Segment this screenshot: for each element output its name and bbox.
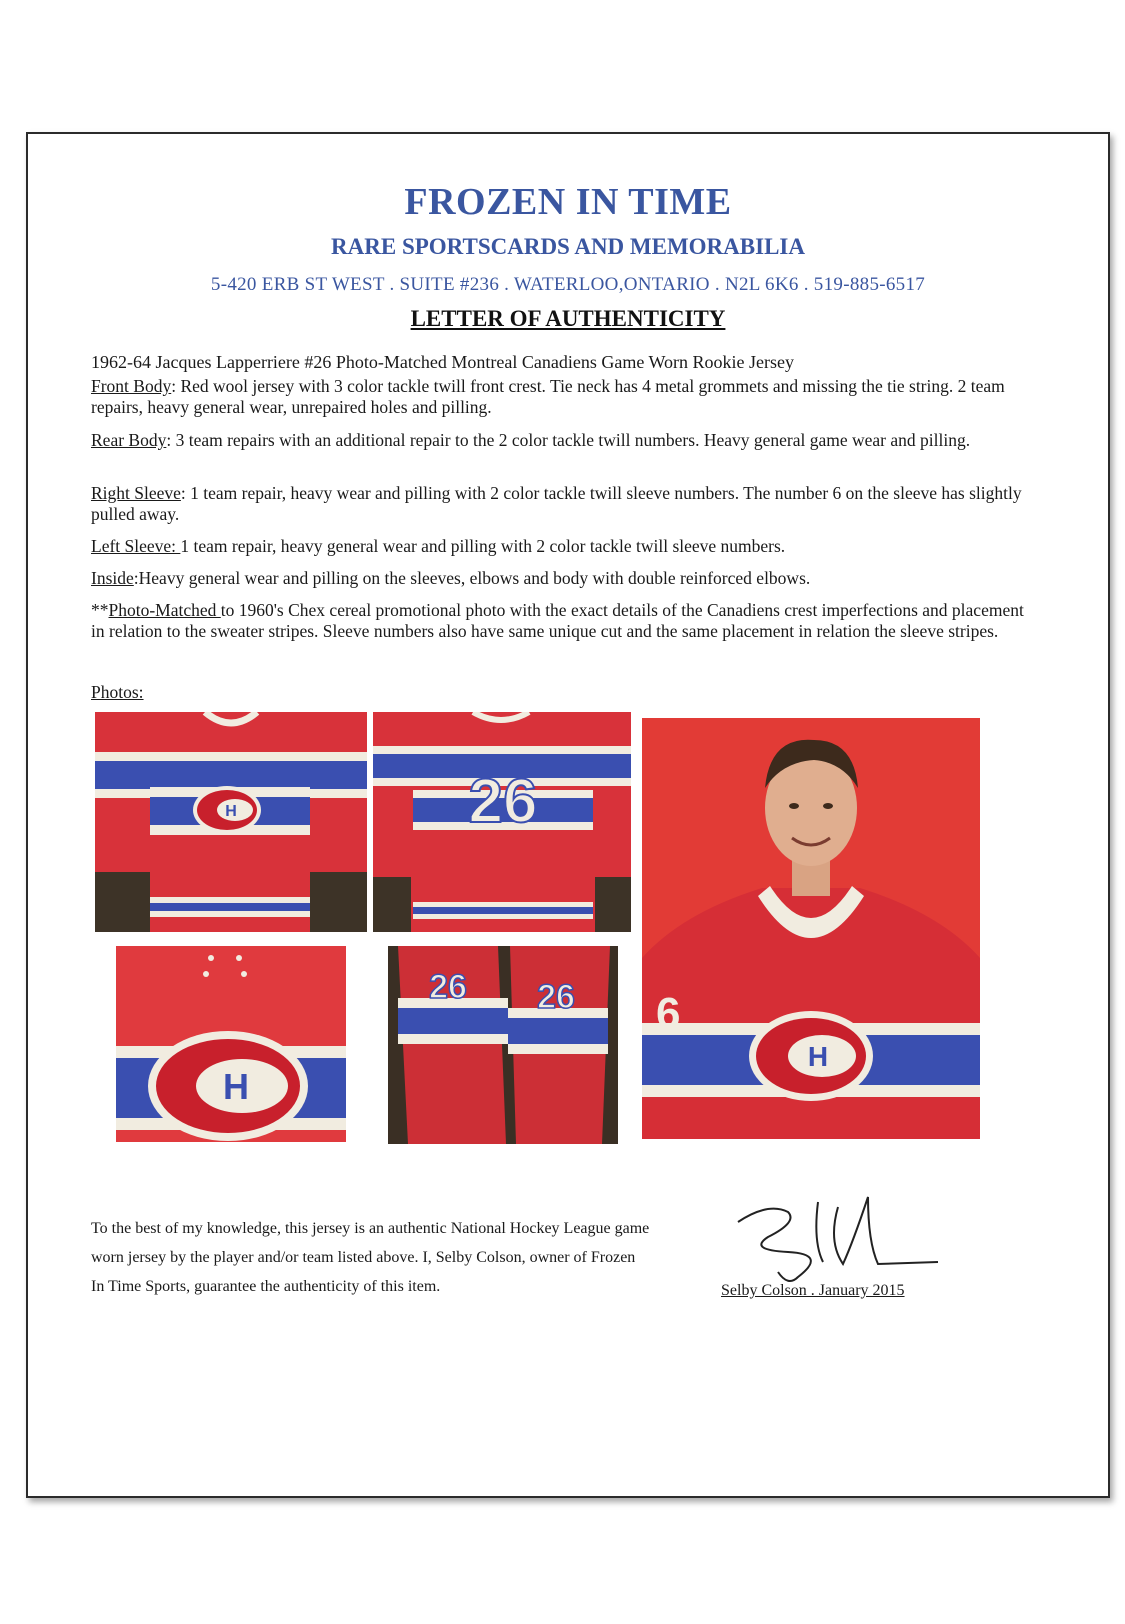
letter-sheet — [26, 132, 1110, 1498]
rear-body-label: Rear Body — [91, 430, 167, 450]
front-body-label: Front Body — [91, 376, 172, 396]
right-sleeve-number: 26 — [537, 978, 575, 1016]
closeup-crest-letter: H — [223, 1066, 249, 1107]
company-tagline: RARE SPORTSCARDS AND MEMORABILIA — [331, 234, 805, 259]
photo-matched-text: to 1960's Chex cereal promotional photo with the exact details of the Canadiens crest imperfections and placement in relation to the sweater stripes. Sleeve numbers also have same unique cut and the same placement in relation the sleeve stripes. — [91, 600, 1024, 641]
back-number: 26 — [468, 767, 538, 836]
inside-paragraph — [91, 568, 1041, 589]
company-address: 5-420 ERB ST WEST . SUITE #236 . WATERLOO,ONTARIO . N2L 6K6 . 519-885-6517 — [210, 274, 926, 295]
player-portrait-illustration — [642, 718, 980, 1139]
right-sleeve-paragraph — [91, 483, 1041, 525]
photos-label: Photos: — [91, 682, 144, 702]
rear-body-paragraph — [91, 430, 1041, 451]
photo-sleeve-numbers — [388, 946, 618, 1144]
authenticity-statement: To the best of my knowledge, this jersey is an authentic National Hockey League game worn jersey by the player and/or team listed above. I, Selby Colson, owner of Frozen In Time Sports, guarantee the authenticity of this item. — [91, 1220, 650, 1295]
photo-matched-label: Photo-Matched — [108, 600, 221, 620]
left-sleeve-text: 1 team repair, heavy general wear and pilling with 2 color tackle twill sleeve numbers. — [180, 536, 786, 556]
front-body-paragraph — [91, 376, 1041, 418]
portrait-crest-letter: H — [807, 1041, 829, 1072]
photo-player-portrait — [642, 718, 980, 1139]
sleeve-numbers-illustration — [388, 946, 618, 1144]
jersey-back-illustration — [373, 712, 631, 932]
signature-name: Selby Colson . January 2015 — [721, 1282, 905, 1299]
rear-body-text: : 3 team repairs with an additional repair to the 2 color tackle twill numbers. Heavy general game wear and pilling. — [166, 430, 971, 450]
photo-matched-prefix: ** — [91, 600, 109, 620]
photo-jersey-back — [373, 712, 631, 932]
crest-letter: H — [225, 803, 237, 820]
item-title: 1962-64 Jacques Lapperriere #26 Photo-Matched Montreal Canadiens Game Worn Rookie Jersey — [91, 352, 795, 372]
inside-label: Inside — [91, 568, 134, 588]
left-sleeve-paragraph — [91, 536, 1041, 557]
left-sleeve-number: 26 — [429, 968, 467, 1006]
left-sleeve-label: Left Sleeve: — [91, 536, 181, 556]
portrait-sleeve-number: 6 — [656, 989, 681, 1038]
letter-heading: LETTER OF AUTHENTICITY — [410, 306, 726, 331]
front-body-text: : Red wool jersey with 3 color tackle twill front crest. Tie neck has 4 metal grommets and missing the tie string. 2 team repairs, heavy general wear, unrepaired holes and pilling. — [91, 376, 1005, 417]
signature-image — [728, 1182, 943, 1292]
right-sleeve-text: : 1 team repair, heavy wear and pilling with 2 color tackle twill sleeve numbers. The number 6 on the sleeve has slightly pulled away. — [91, 483, 1022, 524]
crest-closeup-illustration — [116, 946, 346, 1142]
company-name: FROZEN IN TIME — [404, 181, 732, 223]
jersey-front-illustration — [95, 712, 367, 932]
right-sleeve-label: Right Sleeve — [91, 483, 181, 503]
photo-crest-closeup — [116, 946, 346, 1142]
inside-text: :Heavy general wear and pilling on the sleeves, elbows and body with double reinforced elbows. — [133, 568, 811, 588]
photo-matched-paragraph — [91, 600, 1041, 642]
photo-jersey-front — [95, 712, 367, 932]
